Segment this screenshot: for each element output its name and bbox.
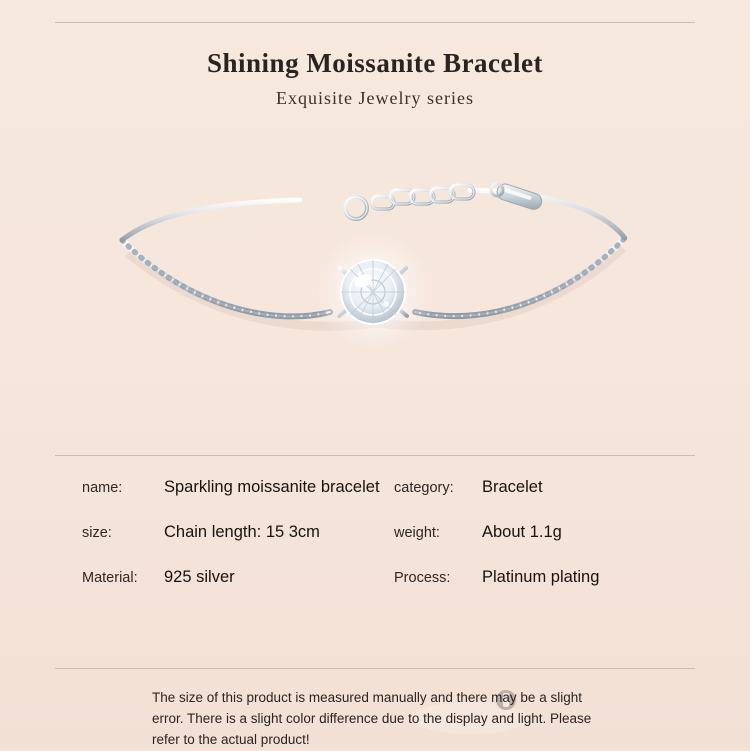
- spec-cell-name: [82, 478, 394, 497]
- divider-top: [55, 22, 695, 23]
- spec-cell-category: [394, 478, 682, 497]
- spec-value: Chain length: 15 3cm: [164, 522, 320, 541]
- spec-label: name:: [82, 480, 123, 496]
- spec-value: 925 silver: [164, 567, 235, 586]
- divider-bottom: [55, 668, 695, 669]
- spec-value: About 1.1g: [482, 522, 562, 541]
- spec-row: [82, 478, 682, 497]
- spec-value: Platinum plating: [482, 567, 600, 586]
- spec-cell-material: [82, 568, 394, 587]
- spec-label: weight:: [394, 524, 440, 541]
- spec-label: size:: [82, 524, 112, 541]
- spec-row: [82, 568, 682, 587]
- divider-middle: [55, 455, 695, 456]
- spec-cell-size: [82, 523, 394, 542]
- spec-value: Bracelet: [482, 478, 543, 496]
- disclaimer-note: The size of this product is measured manually and there may be a slight error. There is a slight color difference due to the display and light. Please refer to the actual product!: [152, 690, 592, 747]
- spec-label: Material:: [82, 569, 138, 586]
- spec-cell-process: [394, 568, 682, 587]
- spec-table: [82, 478, 682, 613]
- spec-label: category:: [394, 480, 454, 496]
- spec-row: [82, 523, 682, 542]
- bracelet-illustration: [0, 140, 750, 440]
- product-image: [0, 140, 750, 440]
- spec-value: Sparkling moissanite bracelet: [164, 478, 380, 496]
- page-subtitle: Exquisite Jewelry series: [276, 88, 474, 108]
- spec-label: Process:: [394, 569, 451, 586]
- page-title: Shining Moissanite Bracelet: [207, 48, 543, 78]
- spec-cell-weight: [394, 523, 682, 542]
